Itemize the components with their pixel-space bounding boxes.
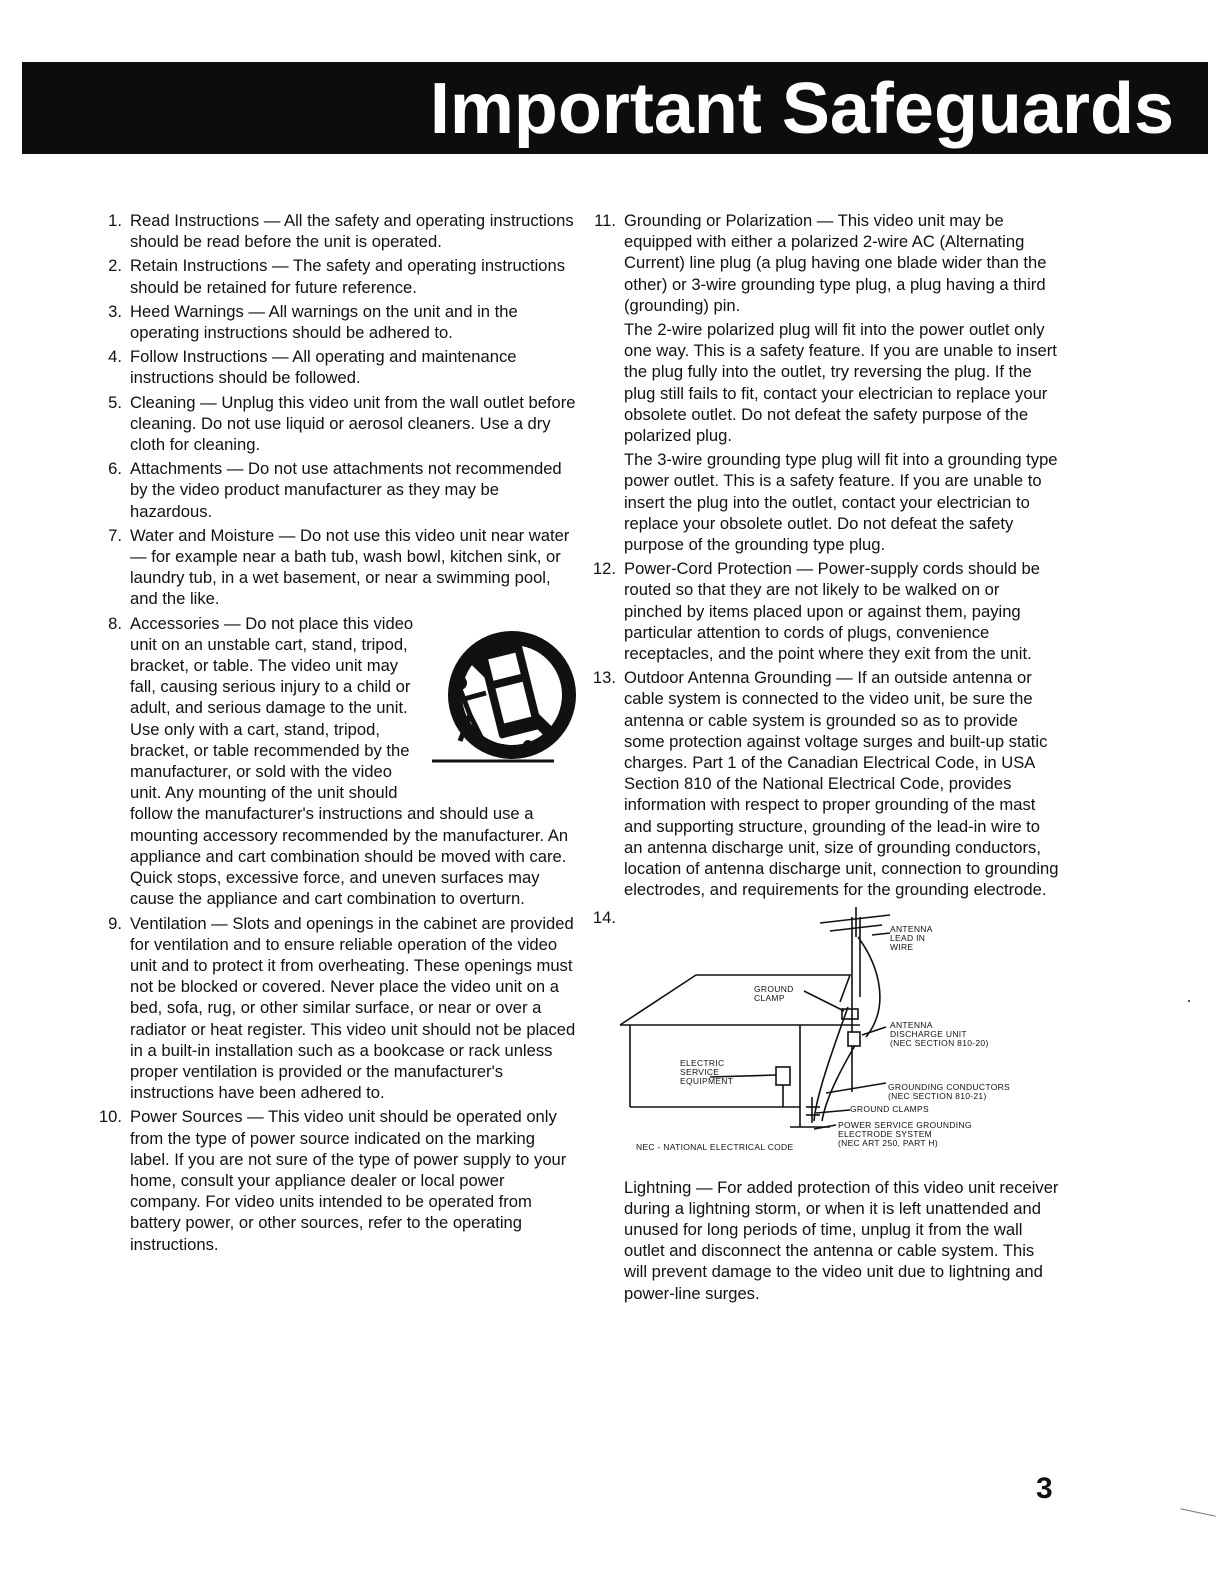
item-number: 11. bbox=[594, 211, 616, 230]
safeguard-item bbox=[96, 913, 576, 1104]
item-paragraph: Water and Moisture — Do not use this video unit near water — for example near a bath tub, wash bowl, kitchen sink, or laundry tub, in a wet basement, or near a swimming pool, and the like. bbox=[130, 525, 570, 609]
item-paragraph: Accessories — Do not place this video unit on an unstable cart, stand, tripod, bracket, or table. The video unit may fall, causing serious injury to a child or adult, and serious damage to the unit. Use only with a cart, stand, tripod, bracket, or table recommended by the manufacturer, or sold with the video unit. Any mounting of the unit should follow the manufacturer's instructions and should use a mounting accessory recommended by the manufacturer. An appliance and cart combination should be moved with care. Quick stops, excessive force, and uneven surfaces may cause the appliance and cart combination to overturn. bbox=[130, 613, 576, 910]
safeguards-list-left bbox=[96, 210, 576, 1255]
item-number: 4. bbox=[108, 347, 122, 367]
cart-warning-icon bbox=[430, 623, 580, 783]
label-grounding-conductors: GROUNDING CONDUCTORS (NEC SECTION 810-21) bbox=[888, 1081, 1011, 1101]
label-ground-clamps: GROUND CLAMPS bbox=[850, 1103, 929, 1114]
item-number: 6. bbox=[108, 459, 122, 479]
label-nec-note: NEC - NATIONAL ELECTRICAL CODE bbox=[636, 1141, 794, 1152]
right-column bbox=[590, 208, 1060, 1307]
item-paragraph: Lightning — For added protection of this video unit receiver during a lightning storm, or when it is left unattended and unused for long periods of time, unplug it from the wall outlet and disconnect the antenna or cable system. This will prevent damage to the video unit due to lightning and power-line surges. bbox=[624, 1177, 1059, 1303]
label-antenna-lead-in: ANTENNA LEAD IN WIRE bbox=[890, 923, 933, 952]
item-paragraph: Ventilation — Slots and openings in the cabinet are provided for ventilation and to ensure reliable operation of the video unit and to protect it from overheating. These openings must not be blocked or covered. Never place the video unit on a bed, sofa, rug, or other similar surface, or near or over a radiator or heat register. This video unit should not be placed in a built-in installation such as a bookcase or rack unless proper ventilation is provided or the manufacturer's instructions have been adhered to. bbox=[130, 913, 576, 1103]
safeguard-item bbox=[590, 558, 1060, 664]
scan-speck bbox=[1180, 1508, 1215, 1516]
item-number: 7. bbox=[108, 525, 122, 545]
page-title: Important Safeguards bbox=[429, 69, 1174, 149]
item-paragraph: Attachments — Do not use attachments not recommended by the video product manufacturer as they may be hazardous. bbox=[130, 459, 562, 521]
item-number: 8. bbox=[108, 613, 122, 633]
item-paragraph: Outdoor Antenna Grounding — If an outside antenna or cable system is connected to the video unit, be sure the antenna or cable system is grounded so as to provide some protection against voltage surges and built-up static charges. Part 1 of the Canadian Electrical Code, in USA Section 810 of the National Electrical Code, provides information with respect to proper grounding of the mast and supporting structure, grounding of the lead-in wire to an antenna discharge unit, size of grounding conductors, location of antenna discharge unit, connection to grounding electrodes, and requirements for the grounding electrode. bbox=[624, 668, 1059, 900]
label-discharge-unit: ANTENNA DISCHARGE UNIT (NEC SECTION 810-20) bbox=[890, 1019, 989, 1048]
item-paragraph: Power Sources — This video unit should be operated only from the type of power source indicated on the marking label. If you are not sure of the type of power supply to your home, consult your appliance dealer or local power company. For video units intended to be operated from battery power, or other sources, refer to the operating instructions. bbox=[130, 1107, 567, 1254]
safeguard-item bbox=[96, 210, 576, 252]
page-number: 3 bbox=[1036, 1472, 1053, 1505]
safeguard-item bbox=[96, 1106, 576, 1254]
safeguard-item bbox=[96, 392, 576, 456]
label-power-service: POWER SERVICE GROUNDING ELECTRODE SYSTEM (NEC ART 250, PART H) bbox=[838, 1119, 972, 1148]
safeguard-item bbox=[96, 346, 576, 388]
scan-speck bbox=[1188, 1000, 1190, 1002]
safeguard-item bbox=[590, 667, 1060, 900]
item-number: 1. bbox=[108, 211, 122, 230]
item-paragraph: The 3-wire grounding type plug will fit into a grounding type power outlet. This is a safety feature. If you are unable to insert the plug into the outlet, contact your electrician to replace your obsolete outlet. Do not defeat the safety purpose of the grounding type plug. bbox=[624, 450, 1058, 555]
safeguard-item bbox=[96, 613, 576, 910]
item-number: 9. bbox=[108, 913, 122, 933]
house-antenna-illustration bbox=[590, 907, 1060, 1169]
label-electric-service: ELECTRIC SERVICE EQUIPMENT bbox=[680, 1057, 734, 1086]
safeguard-item bbox=[590, 210, 1060, 555]
safeguard-item bbox=[96, 458, 576, 522]
safeguard-item bbox=[590, 907, 1060, 1304]
label-ground-clamp: GROUND CLAMP bbox=[754, 983, 794, 1003]
item-paragraph: The 2-wire polarized plug will fit into the power outlet only one way. This is a safety feature. If you are unable to insert the plug fully into the outlet, try reversing the plug. If the plug still fails to fit, contact your electrician to replace your obsolete outlet. Do not defeat the safety purpose of the polarized plug. bbox=[624, 320, 1057, 446]
item-number: 12. bbox=[592, 559, 616, 579]
item-paragraph: Retain Instructions — The safety and operating instructions should be retained for future reference. bbox=[130, 256, 566, 297]
left-column bbox=[96, 208, 576, 1258]
safeguards-list-right bbox=[590, 210, 1060, 1304]
safeguard-item bbox=[96, 301, 576, 343]
item-paragraph: Cleaning — Unplug this video unit from the wall outlet before cleaning. Do not use liquid or aerosol cleaners. Use a dry cloth for cleaning. bbox=[130, 392, 576, 455]
item-paragraph: Heed Warnings — All warnings on the unit and in the operating instructions should be adhered to. bbox=[130, 301, 518, 343]
item-paragraph: Follow Instructions — All operating and maintenance instructions should be followed. bbox=[130, 347, 517, 388]
item-number: 2. bbox=[108, 256, 122, 276]
item-number: 14. bbox=[592, 907, 616, 927]
antenna-grounding-diagram bbox=[590, 907, 1060, 1169]
item-paragraph: Power-Cord Protection — Power-supply cords should be routed so that they are not likely to be walked on or pinched by items placed upon or against them, paying particular attention to cords of plugs, convenience receptacles, and the point where they exit from the unit. bbox=[624, 559, 1040, 664]
item-number: 5. bbox=[108, 392, 122, 412]
title-banner bbox=[22, 62, 1208, 154]
item-paragraph: Grounding or Polarization — This video unit may be equipped with either a polarized 2-wire AC (Alternating Current) line plug (a plug having one blade wider than the other) or 3-wire grounding type plug, a plug having a third (grounding) pin. bbox=[624, 211, 1047, 315]
safeguard-item bbox=[96, 525, 576, 610]
item-number: 3. bbox=[108, 301, 122, 321]
item-number: 10. bbox=[98, 1107, 122, 1127]
safeguard-item bbox=[96, 255, 576, 297]
item-number: 13. bbox=[592, 668, 616, 688]
item-paragraph: Read Instructions — All the safety and operating instructions should be read before the unit is operated. bbox=[130, 211, 574, 252]
